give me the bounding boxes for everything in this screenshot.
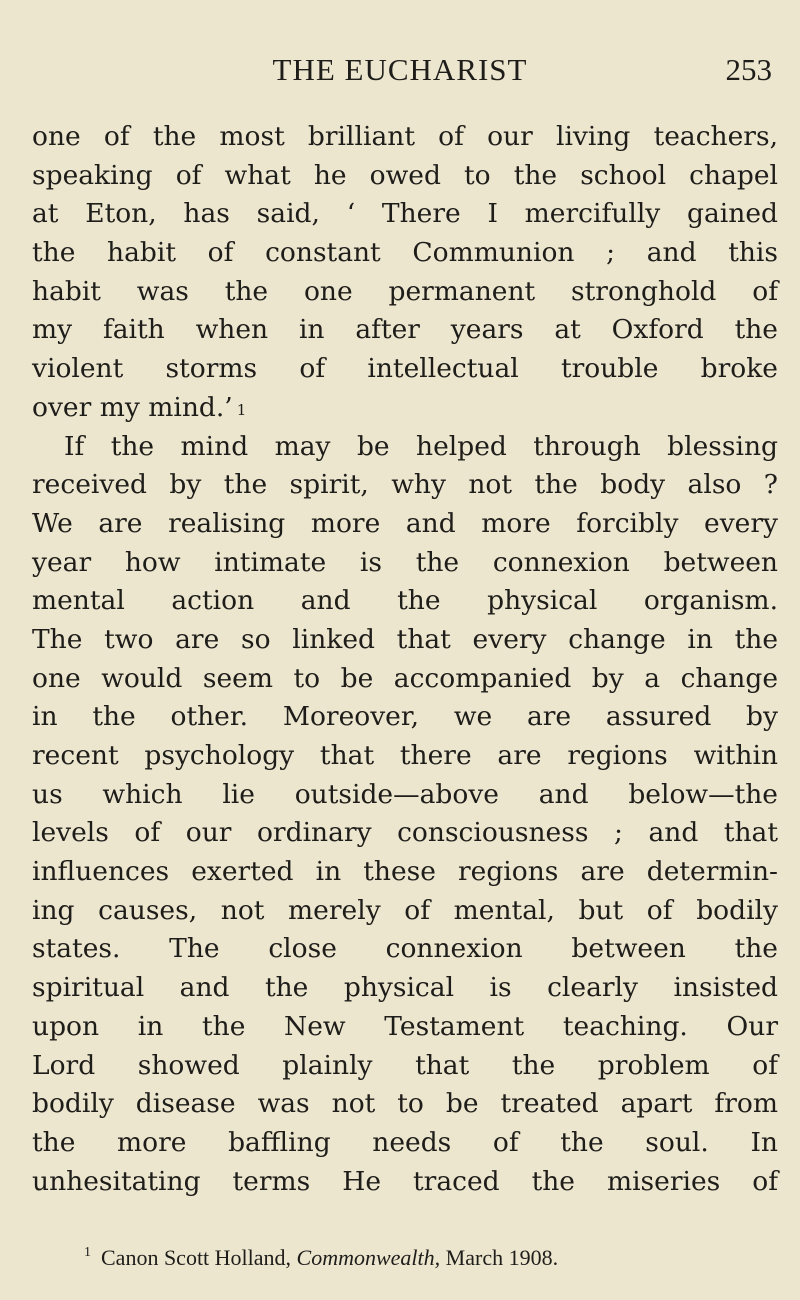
footnote-author: Canon Scott Holland, bbox=[101, 1245, 292, 1270]
text-line: speaking of what he owed to the school chapel bbox=[32, 159, 778, 191]
footnote-marker: 1 bbox=[84, 1245, 91, 1260]
running-head bbox=[0, 52, 800, 92]
text-line: my faith when in after years at Oxford the bbox=[32, 314, 778, 346]
text-line: the more baffling needs of the soul. In bbox=[32, 1126, 778, 1158]
text-line: one of the most brilliant of our living teachers, bbox=[32, 121, 778, 152]
text-line: mental action and the physical organism. bbox=[32, 585, 778, 617]
text-line: We are realising more and more forcibly every bbox=[32, 507, 778, 539]
text-line: in the other. Moreover, we are assured by bbox=[32, 701, 778, 733]
text-line: received by the spirit, why not the body also ? bbox=[32, 469, 778, 501]
text-line: states. The close connexion between the bbox=[32, 933, 778, 965]
text-line: ing causes, not merely of mental, but of bodily bbox=[32, 894, 778, 926]
text-line: habit was the one permanent stronghold of bbox=[32, 275, 778, 307]
footnote bbox=[84, 1245, 558, 1271]
text-line: us which lie outside—above and below—the bbox=[32, 778, 778, 810]
footnote-date: March 1908. bbox=[445, 1245, 559, 1270]
text-line: violent storms of intellectual trouble broke bbox=[32, 353, 778, 385]
text-line: influences exerted in these regions are determin- bbox=[32, 856, 778, 888]
text-line-with-footnote bbox=[32, 389, 778, 428]
text-line: The two are so linked that every change in the bbox=[32, 623, 778, 655]
text-line: one would seem to be accompanied by a change bbox=[32, 662, 778, 694]
text-line: year how intimate is the connexion between bbox=[32, 546, 778, 578]
running-title: THE EUCHARIST bbox=[272, 52, 528, 87]
text-line: the habit of constant Communion ; and this bbox=[32, 237, 778, 269]
text-line: recent psychology that there are regions within bbox=[32, 740, 778, 771]
text-line: unhesitating terms He traced the miseries of bbox=[32, 1165, 778, 1197]
body-text bbox=[32, 118, 778, 1201]
text-line: over my mind.’ bbox=[32, 391, 233, 423]
paragraph-start: If the mind may be helped through blessing bbox=[64, 430, 778, 462]
text-line: bodily disease was not to be treated apart from bbox=[32, 1088, 778, 1120]
text-line: spiritual and the physical is clearly insisted bbox=[32, 972, 778, 1004]
footnote-work-title: Commonwealth, bbox=[296, 1245, 441, 1270]
text-line: at Eton, has said, ‘ There I mercifully gained bbox=[32, 198, 778, 230]
text-line: Lord showed plainly that the problem of bbox=[32, 1049, 778, 1081]
footnote-reference: 1 bbox=[236, 400, 247, 419]
text-line: levels of our ordinary consciousness ; and that bbox=[32, 817, 778, 849]
page-number: 253 bbox=[725, 52, 772, 87]
text-line: upon in the New Testament teaching. Our bbox=[32, 1010, 778, 1042]
